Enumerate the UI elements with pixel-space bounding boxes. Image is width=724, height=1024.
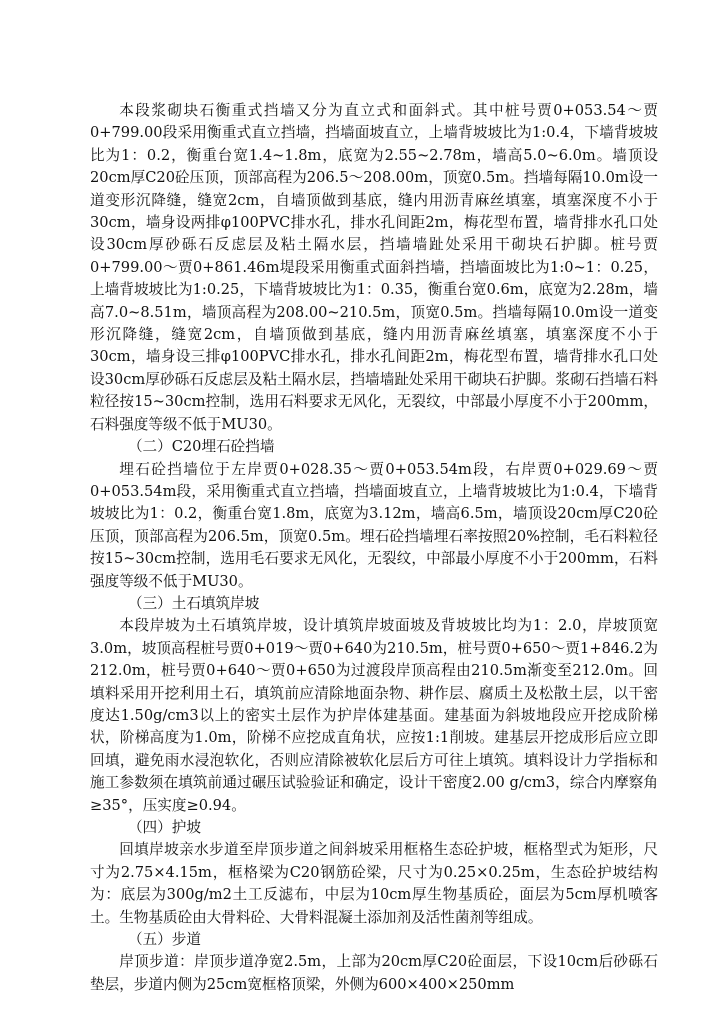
heading-slope-protection: （四）护坡	[127, 819, 201, 836]
paragraph-c20-wall: 埋石砼挡墙位于左岸贾0+028.35～贾0+053.54m段，右岸贾0+029.69～贾0+053.54m段，采用衡重式直立挡墙，挡墙面坡直立，上墙背坡坡比为1:0.4，下墙背坡坡比为1：0.2，衡重台宽1.8m，底宽为3.12m，墙高6.5m，墙顶设20cm厚C20砼压顶，顶部高程为206.5m，顶宽0.5m。埋石砼挡墙埋石率按照20%控制，毛石料粒径按15~30cm控制，选用毛石要求无风化，无裂纹，中部最小厚度不小于200mm，石料强度等级不低于MU30。	[90, 460, 658, 590]
heading-c20-wall: （二）C20埋石砼挡墙	[127, 438, 275, 456]
document-page	[90, 100, 658, 996]
paragraph-slope-protection: 回填岸坡亲水步道至岸顶步道之间斜坡采用框格生态砼护坡，框格型式为矩形，尺寸为2.75×4.15m，框格梁为C20钢筋砼梁，尺寸为0.25×0.25m，生态砼护坡结构为：底层为300g/m2土工反滤布，中层为10cm厚生物基质砼，面层为5cm厚机喷客土。生物基质砼由大骨料砼、大骨料混凝土添加剂及活性菌剂等组成。	[90, 841, 658, 926]
paragraph-earth-fill-bank: 本段岸坡为土石填筑岸坡，设计填筑岸坡面坡及背坡坡比均为1：2.0，岸坡顶宽3.0m，坡顶高程桩号贾0+019～贾0+640为210.5m，桩号贾0+650～贾1+846.2为212.0m，桩号贾0+640～贾0+650为过渡段岸顶高程由210.5m渐变至212.0m。回填料采用开挖利用土石，填筑前应清除地面杂物、耕作层、腐质土及松散土层，以干密度达1.50g/cm3以上的密实土层作为护岸体建基面。建基面为斜坡地段应开挖成阶梯状，阶梯高度为1.0m，阶梯不应挖成直角状，应按1:1削坡。建基层开挖成形后应立即回填，避免雨水浸泡软化，否则应清除被软化层后方可往上填筑。填料设计力学指标和施工参数须在填筑前通过碾压试验验证和确定，设计干密度2.00 g/cm3，综合内摩察角≥35°，压实度≥0.94。	[90, 617, 658, 814]
heading-walkway: （五）步道	[127, 931, 201, 949]
heading-earth-fill-bank: （三）土石填筑岸坡	[127, 594, 260, 612]
paragraph-masonry-wall: 本段浆砌块石衡重式挡墙又分为直立式和面斜式。其中桩号贾0+053.54～贾0+799.00段采用衡重式直立挡墙，挡墙面坡直立，上墙背坡坡比为1:0.4，下墙背坡坡比为1：0.2，衡重台宽1.4~1.8m，底宽为2.55~2.78m，墙高5.0~6.0m。墙顶设20cm厚C20砼压顶，顶部高程为206.5～208.00m，顶宽0.5m。挡墙每隔10.0m设一道变形沉降缝，缝宽2cm，自墙顶做到基底，缝内用沥青麻丝填塞，填塞深度不小于30cm，墙身设两排φ100PVC排水孔，排水孔间距2m，梅花型布置，墙背排水孔口处设30cm厚砂砾石反虑层及粘土隔水层，挡墙墙趾处采用干砌块石护脚。桩号贾0+799.00～贾0+861.46m堤段采用衡重式面斜挡墙，挡墙面坡比为1:0~1：0.25，上墙背坡坡比为1:0.25，下墙背坡坡比为1：0.35，衡重台宽0.6m，底宽为2.28m，墙高7.0~8.51m，墙顶高程为208.00~210.5m，顶宽0.5m。挡墙每隔10.0m设一道变形沉降缝，缝宽2cm，自墙顶做到基底，缝内用沥青麻丝填塞，填塞深度不小于30cm，墙身设三排φ100PVC排水孔，排水孔间距2m，梅花型布置，墙背排水孔口处设30cm厚砂砾石反虑层及粘土隔水层，挡墙墙趾处采用干砌块石护脚。浆砌石挡墙石料粒径按15~30cm控制，选用石料要求无风化，无裂纹，中部最小厚度不小于200mm，石料强度等级不低于MU30。	[90, 102, 658, 433]
paragraph-walkway: 岸顶步道：岸顶步道净宽2.5m，上部为20cm厚C20砼面层，下设10cm后砂砾石垫层，步道内侧为25cm宽框格顶梁，外侧为600×400×250mm	[90, 953, 658, 993]
